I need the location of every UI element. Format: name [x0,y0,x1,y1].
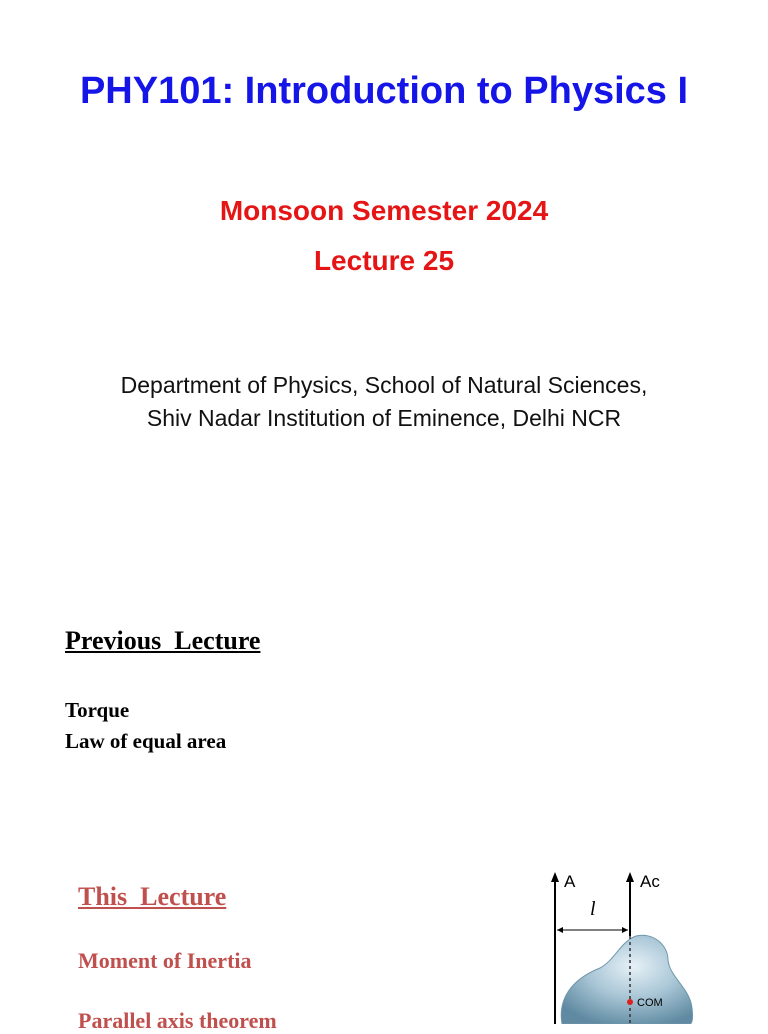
com-label: COM [637,997,663,1009]
distance-label: l [590,898,596,920]
affiliation-line-2: Shiv Nadar Institution of Eminence, Delhi NCR [146,405,622,431]
axis-ac-arrow-icon [626,872,634,882]
affiliation-line-1: Department of Physics, School of Natural Sciences, [120,372,648,398]
axis-ac-label: Ac [640,872,660,891]
previous-lecture-heading: Previous Lecture [65,626,261,655]
this-lecture-item: Parallel axis theorem [78,1008,277,1033]
previous-lecture-item: Law of equal area [65,729,227,753]
parallel-axis-diagram [540,860,700,1024]
lecture-number: Lecture 25 [313,245,455,276]
slide-title: PHY101: Introduction to Physics I [79,70,689,112]
com-dot-icon [627,999,633,1005]
rigid-body-shape [561,935,692,1024]
this-lecture-item: Moment of Inertia [78,948,252,973]
this-lecture-heading: This Lecture [78,882,227,911]
semester-label: Monsoon Semester 2024 [219,195,549,226]
previous-lecture-item: Torque [65,698,130,722]
axis-a-arrow-icon [551,872,559,882]
axis-a-label: A [564,872,576,891]
